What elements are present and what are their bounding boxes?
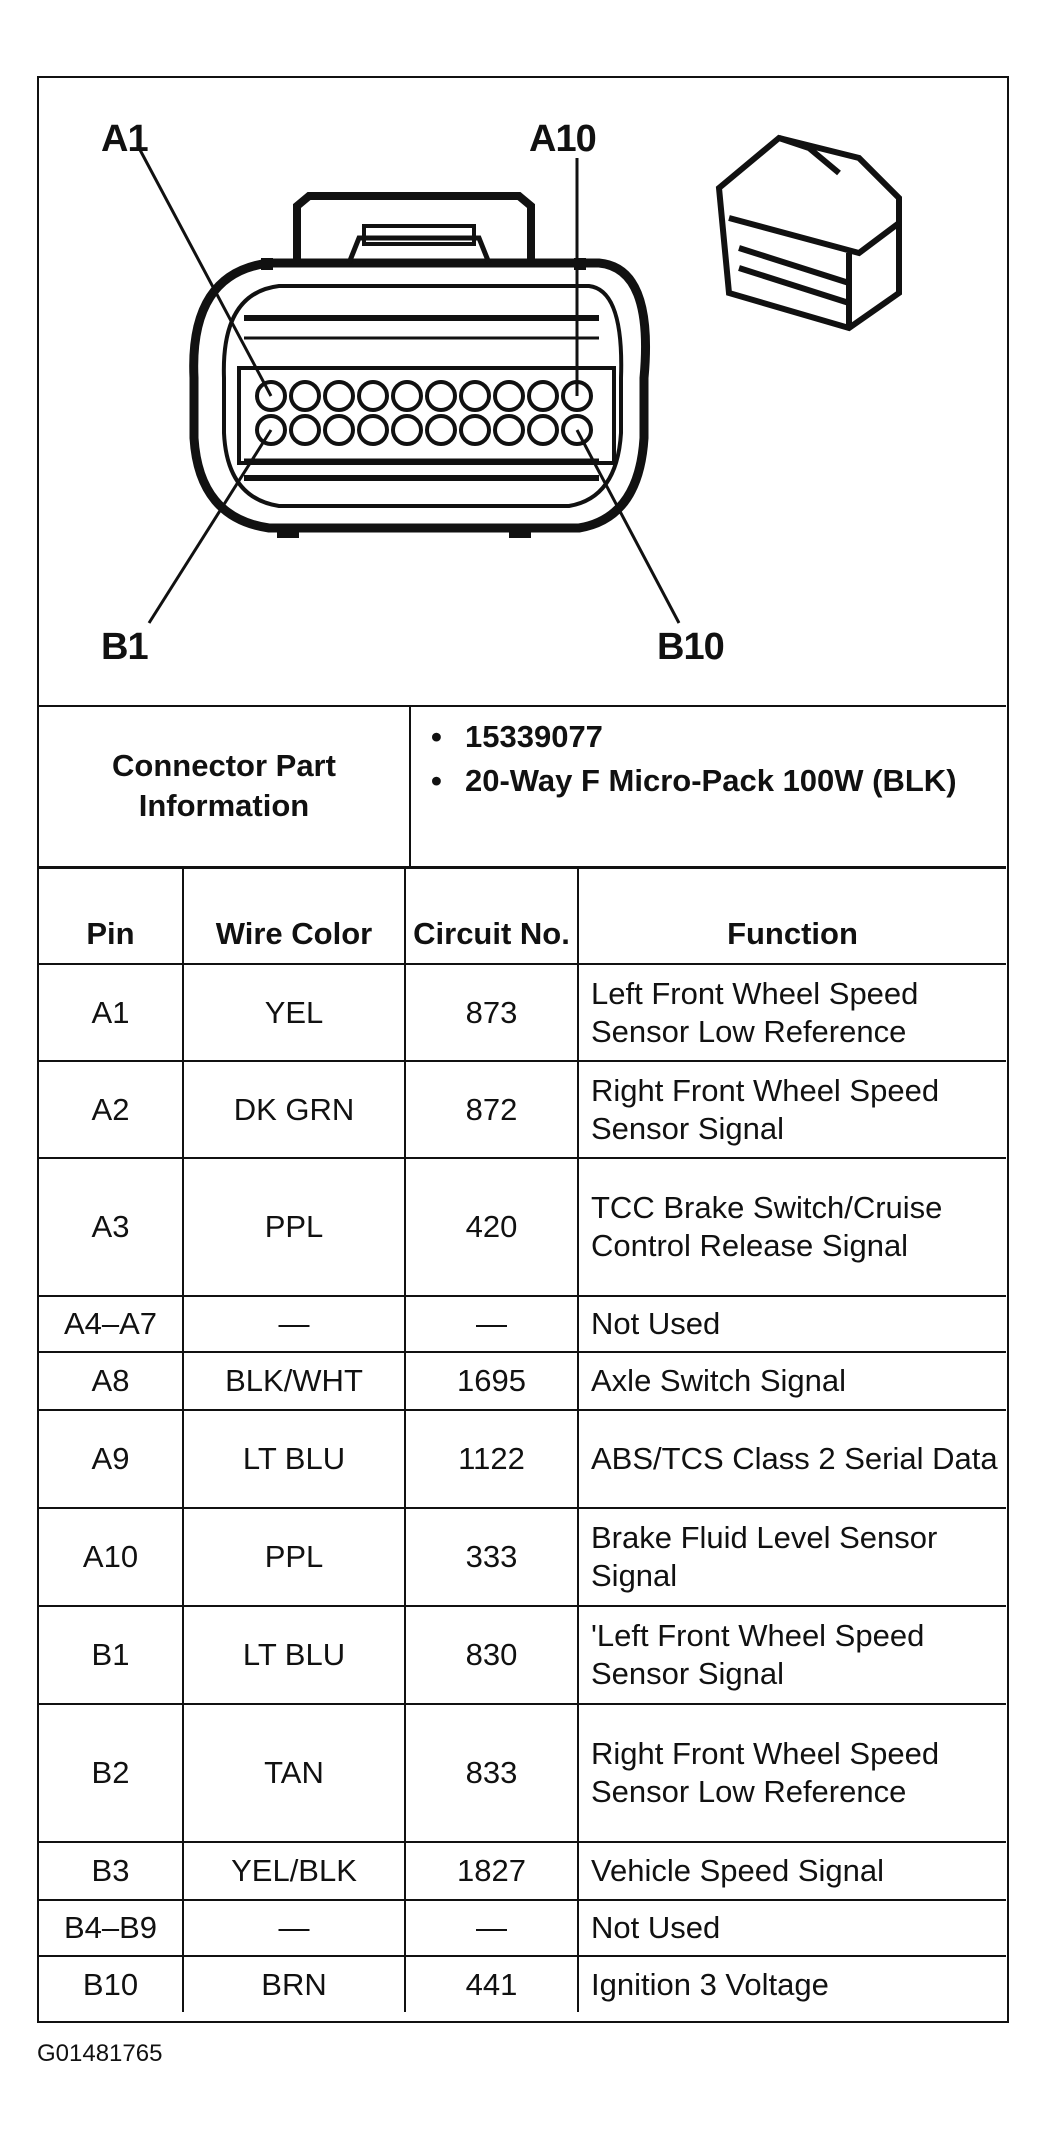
circuit-cell: 420 [405, 1158, 578, 1296]
function-cell: Vehicle Speed Signal [578, 1842, 1006, 1900]
table-row [39, 1508, 1006, 1606]
pin-cell: B10 [39, 1956, 183, 2012]
function-cell: Not Used [578, 1296, 1006, 1352]
function-cell: Not Used [578, 1900, 1006, 1956]
table-row [39, 1704, 1006, 1842]
circuit-cell: 1695 [405, 1352, 578, 1410]
pin-cell: A2 [39, 1061, 183, 1158]
function-cell: 'Left Front Wheel Speed Sensor Signal [578, 1606, 1006, 1704]
part-number-item [431, 718, 1001, 756]
function-cell: Ignition 3 Voltage [578, 1956, 1006, 2012]
circuit-cell: — [405, 1900, 578, 1956]
header-circuit-no: Circuit No. [405, 868, 578, 964]
circuit-cell: 1122 [405, 1410, 578, 1508]
circuit-cell: — [405, 1296, 578, 1352]
header-function: Function [578, 868, 1006, 964]
function-cell: Axle Switch Signal [578, 1352, 1006, 1410]
wire-color-cell: BLK/WHT [183, 1352, 405, 1410]
wire-color-cell: LT BLU [183, 1410, 405, 1508]
function-cell: TCC Brake Switch/Cruise Control Release Signal [578, 1158, 1006, 1296]
pin-cell: A9 [39, 1410, 183, 1508]
connector-part-info-heading: Connector Part Information [39, 706, 411, 866]
pin-cell: A1 [39, 964, 183, 1061]
wire-color-cell: PPL [183, 1508, 405, 1606]
wire-color-cell: — [183, 1296, 405, 1352]
pin-cell: A8 [39, 1352, 183, 1410]
wire-color-cell: BRN [183, 1956, 405, 2012]
header-wire-color: Wire Color [183, 868, 405, 964]
circuit-cell: 333 [405, 1508, 578, 1606]
circuit-cell: 1827 [405, 1842, 578, 1900]
pin-cell: B4–B9 [39, 1900, 183, 1956]
circuit-cell: 873 [405, 964, 578, 1061]
pinout-table [39, 867, 1006, 2012]
header-pin: Pin [39, 868, 183, 964]
label-b10: B10 [657, 626, 724, 668]
connector-illustration [39, 78, 1006, 707]
pin-cell: A3 [39, 1158, 183, 1296]
circuit-cell: 872 [405, 1061, 578, 1158]
part-number: 15339077 [465, 719, 603, 754]
connector-part-info-list [431, 718, 1001, 806]
pin-cell: A10 [39, 1508, 183, 1606]
pin-cell: B2 [39, 1704, 183, 1842]
pin-cell: B3 [39, 1842, 183, 1900]
table-row [39, 1158, 1006, 1296]
function-cell: ABS/TCS Class 2 Serial Data [578, 1410, 1006, 1508]
connector-description: 20-Way F Micro-Pack 100W (BLK) [465, 763, 957, 798]
label-a1: A1 [101, 118, 148, 160]
circuit-cell: 441 [405, 1956, 578, 2012]
connector-part-info [39, 706, 1006, 868]
label-a10: A10 [529, 118, 596, 160]
circuit-cell: 830 [405, 1606, 578, 1704]
pinout-header-row [39, 868, 1006, 964]
table-row [39, 1410, 1006, 1508]
table-row [39, 1842, 1006, 1900]
wire-color-cell: YEL [183, 964, 405, 1061]
connector-description-item [431, 762, 1001, 800]
table-row [39, 1900, 1006, 1956]
wire-color-cell: PPL [183, 1158, 405, 1296]
table-row [39, 1296, 1006, 1352]
connector-drawing [39, 78, 1006, 705]
figure-code: G01481765 [37, 2040, 163, 2067]
bullet-icon: • [431, 763, 442, 798]
table-row [39, 1956, 1006, 2012]
label-b1: B1 [101, 626, 148, 668]
table-row [39, 1352, 1006, 1410]
function-cell: Left Front Wheel Speed Sensor Low Reference [578, 964, 1006, 1061]
pin-cell: B1 [39, 1606, 183, 1704]
table-row [39, 1061, 1006, 1158]
pin-cell: A4–A7 [39, 1296, 183, 1352]
function-cell: Brake Fluid Level Sensor Signal [578, 1508, 1006, 1606]
table-row [39, 964, 1006, 1061]
wire-color-cell: DK GRN [183, 1061, 405, 1158]
function-cell: Right Front Wheel Speed Sensor Low Reference [578, 1704, 1006, 1842]
table-row [39, 1606, 1006, 1704]
wire-color-cell: TAN [183, 1704, 405, 1842]
function-cell: Right Front Wheel Speed Sensor Signal [578, 1061, 1006, 1158]
wire-color-cell: — [183, 1900, 405, 1956]
wire-color-cell: LT BLU [183, 1606, 405, 1704]
connector-document [37, 76, 1009, 2023]
wire-color-cell: YEL/BLK [183, 1842, 405, 1900]
circuit-cell: 833 [405, 1704, 578, 1842]
bullet-icon: • [431, 719, 442, 754]
